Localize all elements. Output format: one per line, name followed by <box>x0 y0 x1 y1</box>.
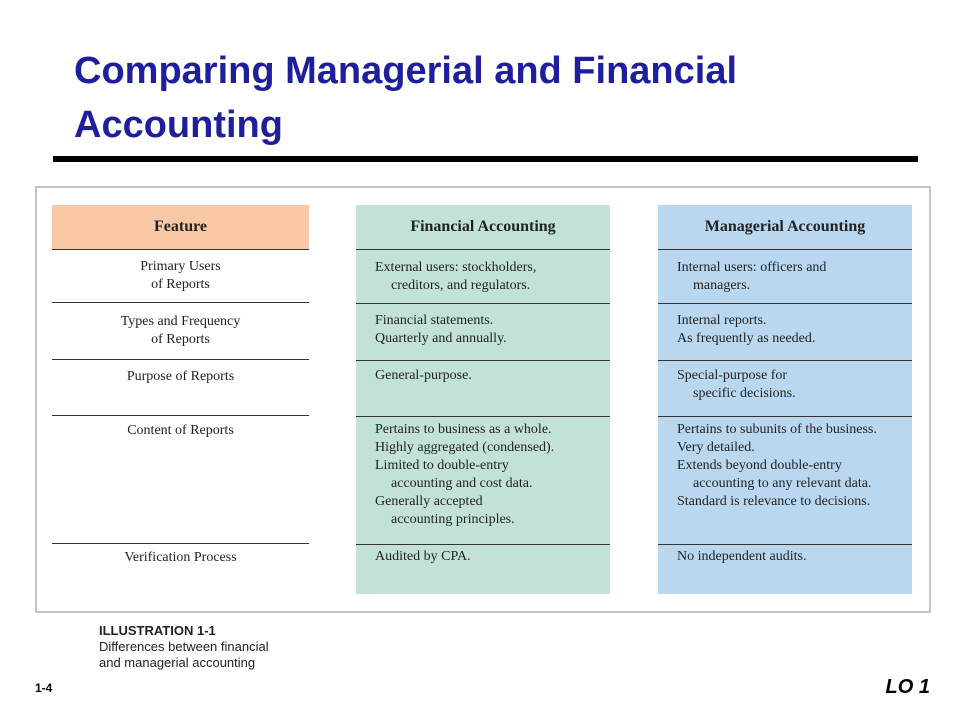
managerial-cell <box>658 312 912 365</box>
financial-header: Financial Accounting <box>356 205 610 250</box>
cell-line: managers. <box>693 278 751 293</box>
row-divider <box>658 360 912 361</box>
managerial-column <box>658 205 912 594</box>
cell-line: of Reports <box>151 277 210 292</box>
cell-line: Special-purpose for <box>677 368 788 383</box>
cell-line: Quarterly and annually. <box>375 331 507 346</box>
feature-column <box>52 205 309 594</box>
financial-cell <box>356 259 610 309</box>
row-divider <box>658 544 912 545</box>
row-divider <box>658 416 912 417</box>
managerial-cell <box>658 367 912 421</box>
cell-line: External users: stockholders, <box>375 260 537 275</box>
caption-line: and managerial accounting <box>99 655 256 670</box>
cell-line: Types and Frequency <box>120 314 241 329</box>
cell-line: Highly aggregated (condensed). <box>375 440 555 455</box>
slide-title: Comparing Managerial and Financial Accounting <box>74 50 738 146</box>
financial-cell <box>356 312 610 365</box>
caption-line: Differences between financial <box>99 639 269 654</box>
cell-line: Limited to double-entry <box>375 458 509 473</box>
managerial-cell <box>658 421 912 545</box>
row-divider <box>52 415 309 416</box>
financial-cell <box>356 548 610 594</box>
cell-line: Very detailed. <box>677 440 755 455</box>
cell-line: As frequently as needed. <box>677 331 816 346</box>
cell-line: specific decisions. <box>693 386 796 401</box>
cell-line: Standard is relevance to decisions. <box>677 494 871 509</box>
cell-line: Internal users: officers and <box>677 260 827 275</box>
row-divider <box>356 544 610 545</box>
cell-line: Extends beyond double-entry <box>677 458 842 473</box>
row-divider <box>52 543 309 544</box>
row-divider <box>356 303 610 304</box>
cell-line: Audited by CPA. <box>375 549 471 564</box>
cell-line: Verification Process <box>124 550 237 565</box>
managerial-cell <box>658 548 912 594</box>
cell-line: Purpose of Reports <box>126 369 235 384</box>
cell-line: Pertains to subunits of the business. <box>677 422 877 437</box>
cell-line: Internal reports. <box>677 313 767 328</box>
cell-line: Financial statements. <box>375 313 494 328</box>
learning-objective: LO 1 <box>885 676 930 698</box>
cell-line: Generally accepted <box>375 494 483 509</box>
row-divider <box>356 360 610 361</box>
row-divider <box>52 302 309 303</box>
illustration-caption <box>99 623 269 671</box>
feature-header: Feature <box>52 205 309 250</box>
cell-line: of Reports <box>151 332 210 347</box>
cell-line: accounting principles. <box>391 512 515 527</box>
cell-line: accounting to any relevant data. <box>693 476 872 491</box>
managerial-cell <box>658 259 912 309</box>
title-underline <box>53 156 918 162</box>
financial-column <box>356 205 610 594</box>
caption-title: ILLUSTRATION 1-1 <box>99 623 216 638</box>
managerial-header: Managerial Accounting <box>658 205 912 250</box>
cell-line: Pertains to business as a whole. <box>375 422 552 437</box>
feature-cell <box>52 549 309 598</box>
feature-cell <box>52 422 309 546</box>
page-number: 1-4 <box>35 681 53 695</box>
cell-line: General-purpose. <box>375 368 472 383</box>
row-divider <box>356 416 610 417</box>
cell-line: Primary Users <box>140 259 221 274</box>
row-divider <box>52 359 309 360</box>
cell-line: accounting and cost data. <box>391 476 533 491</box>
cell-line: No independent audits. <box>677 549 807 564</box>
cell-line: Content of Reports <box>127 423 234 438</box>
financial-cell <box>356 421 610 545</box>
feature-cell <box>52 313 309 369</box>
financial-cell <box>356 367 610 421</box>
cell-line: creditors, and regulators. <box>391 278 531 293</box>
row-divider <box>658 303 912 304</box>
